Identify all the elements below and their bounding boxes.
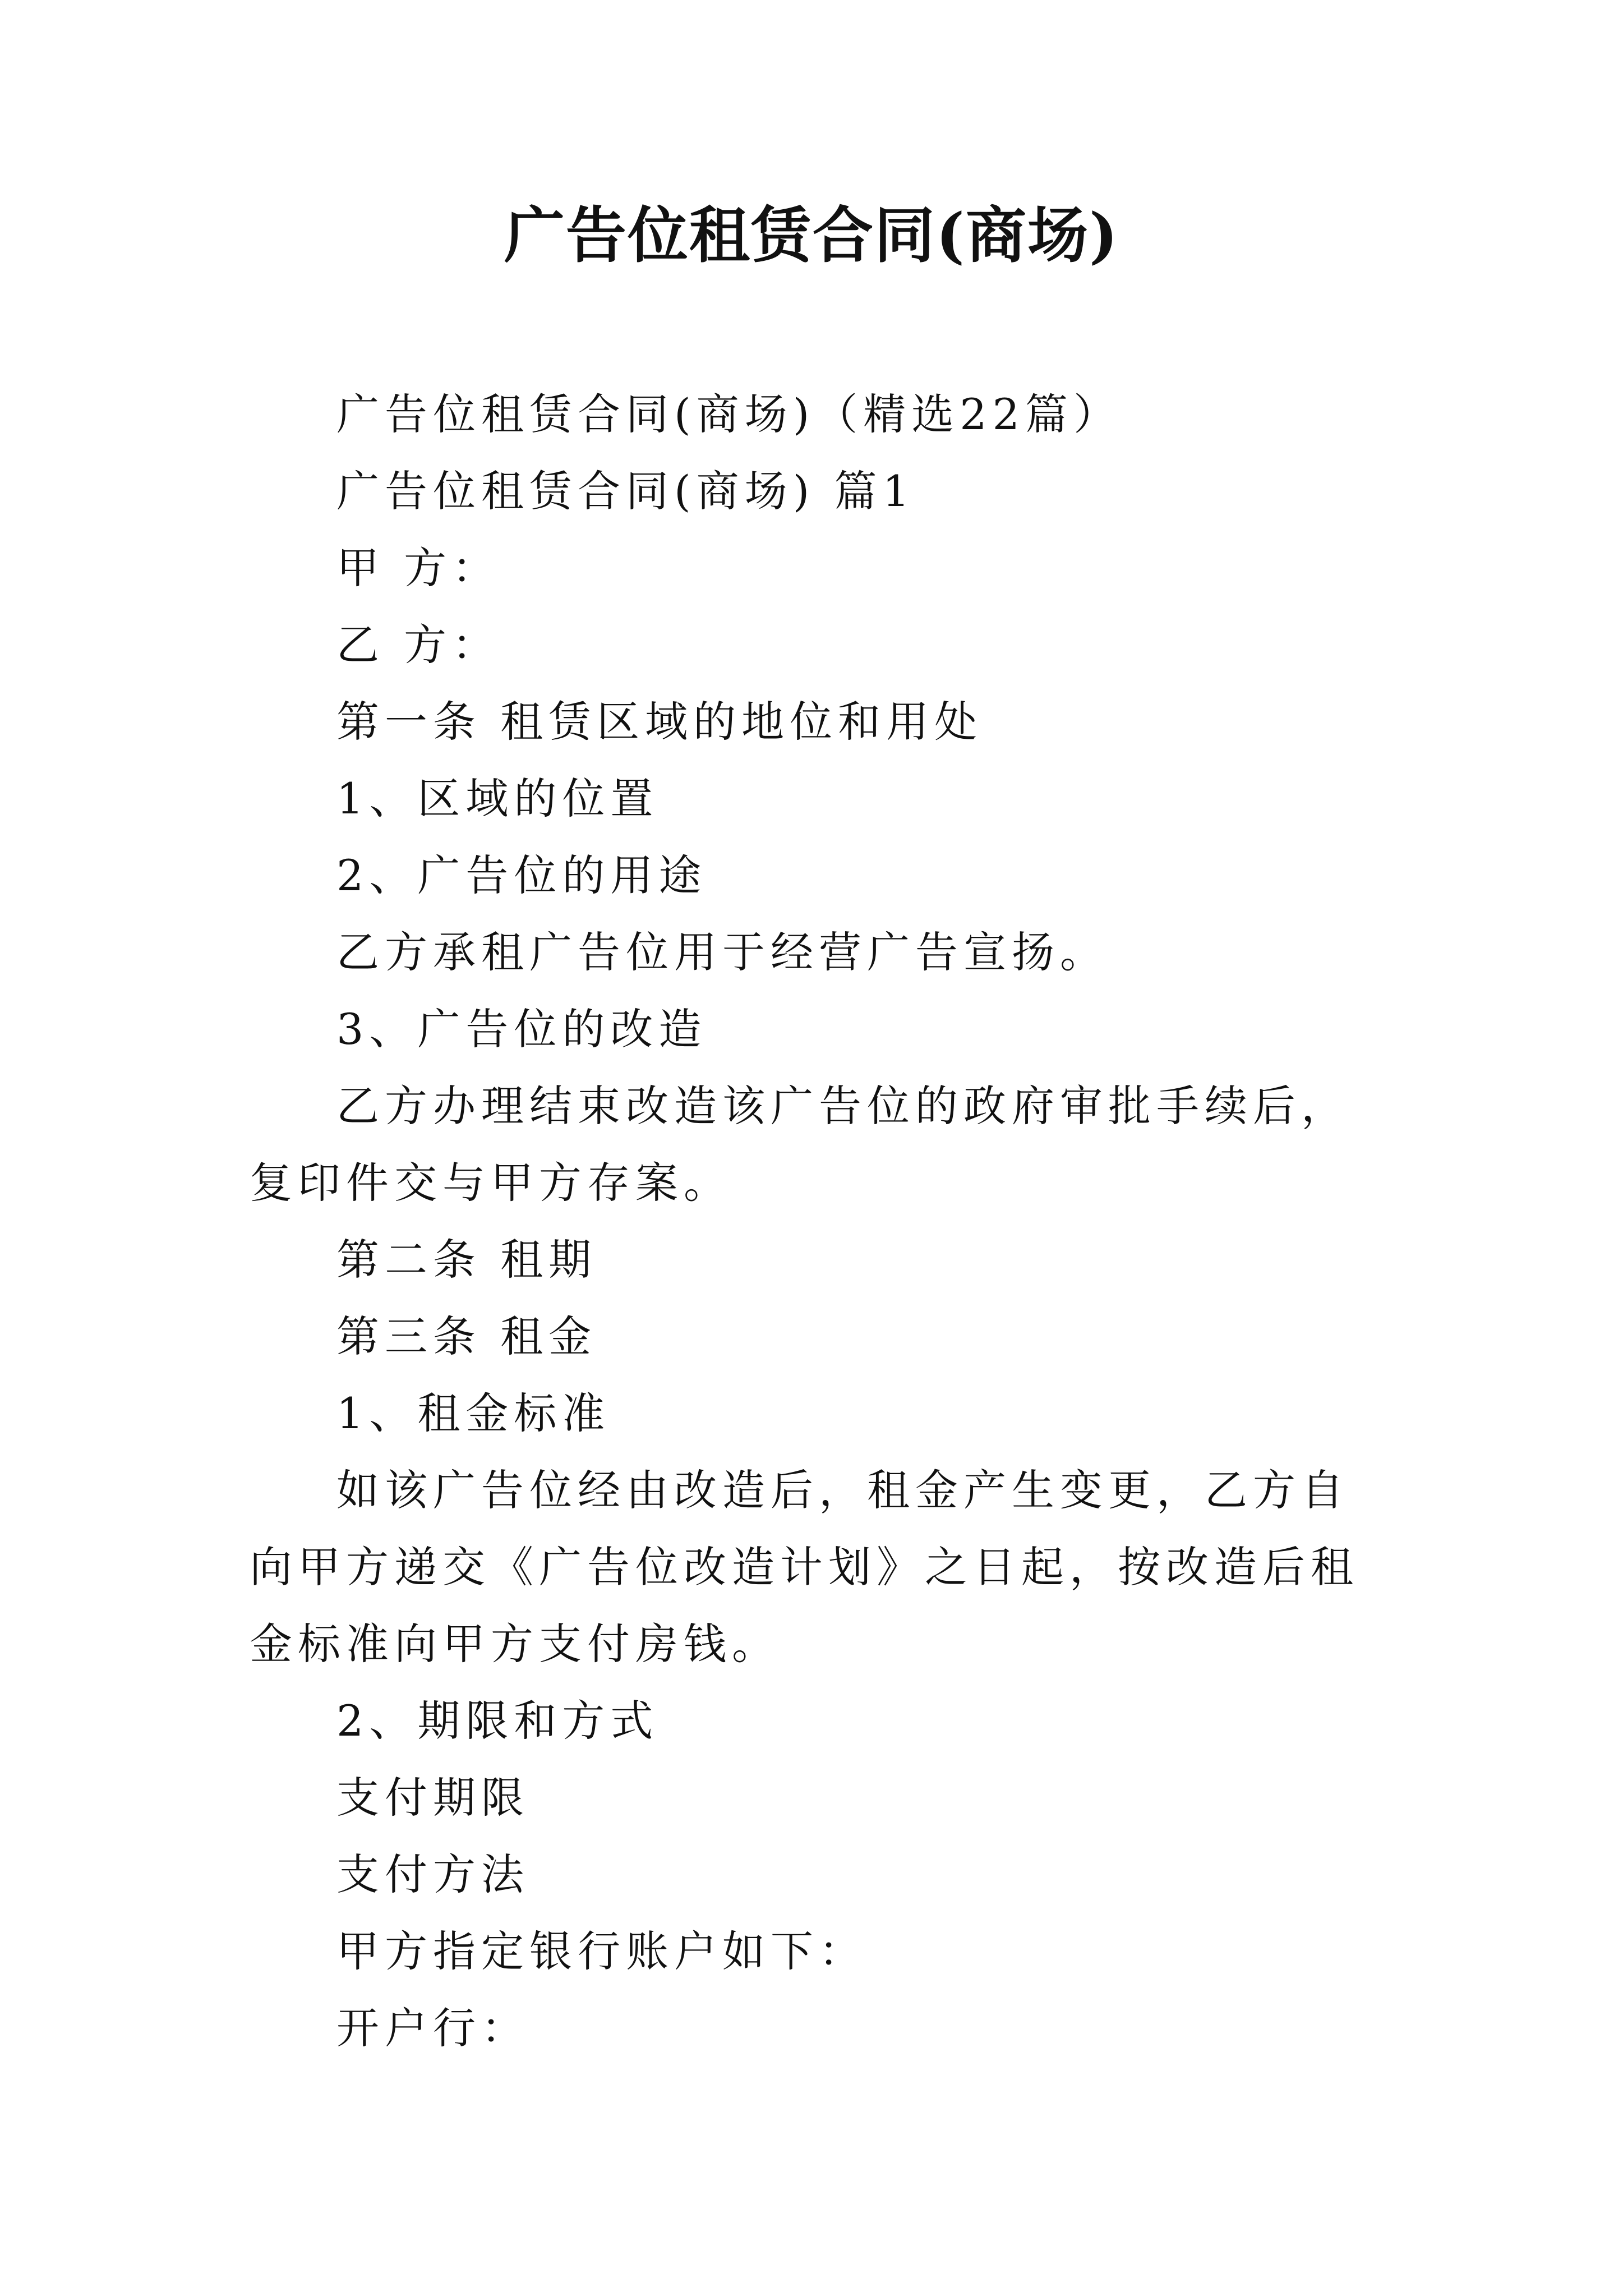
paragraph-article-2: 第二条 租期 bbox=[336, 1235, 597, 1285]
paragraph-approval: 乙方办理结束改造该广告位的政府审批手续后，复印件交与甲方存案。 bbox=[250, 1081, 1349, 1208]
paragraph-item-1: 1、区域的位置 bbox=[336, 774, 659, 823]
paragraph-payment-term: 支付期限 bbox=[336, 1773, 529, 1823]
paragraph-party-b: 乙 方： bbox=[336, 620, 501, 670]
paragraph-payment-method: 支付方法 bbox=[336, 1849, 529, 1899]
paragraph-subtitle: 广告位租赁合同(商场)（精选22篇） bbox=[336, 389, 1122, 439]
paragraph-section-heading: 广告位租赁合同(商场) 篇1 bbox=[336, 466, 915, 516]
paragraph-party-a: 甲 方： bbox=[336, 543, 501, 593]
paragraph-rent-change: 如该广告位经由改造后，租金产生变更，乙方自向甲方递交《广告位改造计划》之日起，按改造后租金标准向甲方支付房钱。 bbox=[250, 1465, 1359, 1669]
paragraph-term-method: 2、期限和方式 bbox=[336, 1696, 659, 1746]
paragraph-bank-account: 甲方指定银行账户如下： bbox=[336, 1926, 867, 1976]
document-body bbox=[250, 376, 1388, 2067]
paragraph-article-3: 第三条 租金 bbox=[336, 1312, 597, 1361]
document-title: 广告位租赁合同(商场) bbox=[504, 200, 1119, 271]
paragraph-item-2: 2、广告位的用途 bbox=[336, 850, 707, 900]
paragraph-bank-name: 开户行： bbox=[336, 2003, 529, 2053]
paragraph-usage: 乙方承租广告位用于经营广告宣扬。 bbox=[336, 927, 1108, 977]
paragraph-article-1: 第一条 租赁区域的地位和用处 bbox=[336, 697, 983, 747]
paragraph-rent-standard: 1、租金标准 bbox=[336, 1388, 611, 1438]
paragraph-item-3: 3、广告位的改造 bbox=[336, 1004, 707, 1054]
